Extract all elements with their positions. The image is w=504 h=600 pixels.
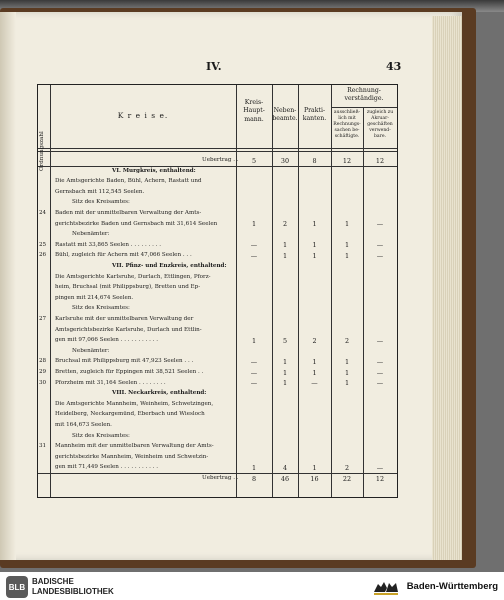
row-value: — — [250, 241, 258, 250]
row-value: 2 — [282, 220, 288, 229]
row-value: 1 — [344, 241, 350, 250]
kreise-header: K r e i s e. — [117, 111, 169, 120]
row-value: — — [250, 368, 258, 377]
blb-name: BADISCHE LANDESBIBLIOTHEK — [32, 577, 114, 596]
row-value: 4 — [282, 463, 288, 472]
row-value: 2 — [344, 463, 350, 472]
page-gutter — [0, 12, 16, 560]
col-rule — [272, 85, 273, 497]
row-value: 2 — [312, 336, 317, 345]
page-edges — [432, 16, 462, 560]
row-value: — — [250, 379, 258, 388]
row-value: 5 — [251, 156, 257, 165]
row-number: 30 — [39, 379, 47, 386]
row-value: 1 — [282, 368, 288, 377]
row-value: 8 — [312, 156, 317, 165]
row-text: Die Amtsgerichte Baden, Bühl, Achern, Rastatt und — [55, 178, 202, 185]
col-rule — [50, 85, 51, 497]
row-text: Sitz des Kreisamtes: — [72, 432, 130, 439]
row-text: Mannheim mit der unmittelbaren Verwaltung der Amts- — [55, 443, 214, 450]
row-value: — — [311, 379, 318, 388]
row-text: Pforzheim mit 31,164 Seelen . . . . . . . . — [55, 379, 166, 386]
row-text: Nebenämter: — [72, 347, 110, 354]
row-value: 12 — [375, 156, 385, 165]
row-value: — — [376, 368, 384, 377]
row-text: VI. Murgkreis, enthaltend: — [112, 167, 196, 174]
prakti-header: Prakti- kanten. — [302, 107, 327, 123]
row-value: 12 — [375, 474, 385, 483]
ausschl-header: ausschließ- lich mit Rechnungs- sachen be- schäftigte. — [333, 110, 361, 139]
row-value: 1 — [312, 368, 317, 377]
row-text: Rastatt mit 33,865 Seelen . . . . . . . . . — [55, 241, 162, 248]
bw-name: Baden-Württemberg — [406, 581, 498, 592]
section-heading: IV. — [206, 60, 222, 73]
row-value: 5 — [282, 336, 288, 345]
row-text: Nebenämter: — [72, 231, 110, 238]
row-value: 12 — [342, 156, 352, 165]
row-text: Die Amtsgerichte Mannheim, Weinheim, Schwetzingen, — [55, 400, 214, 407]
row-number: 31 — [39, 443, 47, 450]
row-value: 1 — [282, 251, 288, 260]
row-value: 1 — [344, 379, 350, 388]
row-value: 1 — [282, 241, 288, 250]
row-value: 8 — [251, 474, 257, 483]
row-value: 30 — [280, 156, 290, 165]
row-value: 1 — [344, 251, 350, 260]
kreishaupt-header: Kreis- Haupt- mann. — [243, 99, 265, 123]
row-number: 27 — [39, 316, 47, 322]
row-value: — — [376, 241, 384, 250]
row-text: Amtsgerichtsbezirke Karlsruhe, Durlach und Ettlin- — [55, 326, 202, 333]
row-value: — — [376, 379, 384, 388]
row-value: 2 — [344, 336, 350, 345]
row-text: Sitz des Kreisamtes: — [72, 305, 130, 312]
zugleich-header: zugleich zu Akruar- geschäften verwend- bare. — [366, 110, 394, 139]
neben-header: Neben- beamte. — [272, 107, 298, 123]
row-text: pingen mit 214,674 Seelen. — [55, 294, 134, 301]
row-text: Die Amtsgerichte Karlsruhe, Durlach, Ettlingen, Pforz- — [55, 273, 211, 280]
row-text: Bühl, zugleich für Achern mit 47,066 Seelen . . . — [55, 252, 192, 259]
ordnungszahl-header: Ordnungszahl — [39, 131, 45, 171]
row-value: 1 — [312, 463, 317, 472]
row-text: Uebertrag . . — [202, 475, 239, 481]
row-value: — — [250, 357, 258, 366]
col-rule — [236, 85, 237, 497]
row-value: 1 — [251, 220, 257, 229]
row-text: Bretten, zugleich für Eppingen mit 38,521 Seelen . . — [55, 369, 204, 375]
row-number: 26 — [39, 252, 47, 259]
row-value: 46 — [280, 474, 290, 483]
footer-bar — [0, 572, 504, 600]
row-text: Baden mit der unmittelbaren Verwaltung der Amts- — [55, 210, 202, 216]
row-value: — — [376, 251, 384, 260]
row-value: 1 — [251, 336, 257, 345]
row-text: Sitz des Kreisamtes: — [72, 199, 130, 206]
row-value: — — [376, 220, 384, 229]
row-value: 1 — [282, 357, 288, 366]
row-value: 1 — [251, 463, 257, 472]
row-number: 29 — [39, 369, 47, 375]
row-value: 1 — [282, 379, 288, 388]
staff-table — [37, 84, 398, 498]
header-rule — [331, 107, 397, 108]
row-value: 16 — [310, 474, 319, 483]
row-number: 28 — [39, 358, 47, 365]
row-text: Uebertrag . . — [202, 157, 239, 163]
row-value: 1 — [344, 220, 350, 229]
row-value: 1 — [344, 368, 350, 377]
row-value: 1 — [312, 241, 317, 250]
rechnung-header: Rechnung- verständige. — [344, 87, 384, 103]
row-value: — — [376, 357, 384, 366]
header-rule — [38, 151, 397, 152]
page-number: 43 — [386, 60, 402, 73]
row-text: gerichtsbezirke Mannheim, Weinheim und Schwetzin- — [55, 453, 209, 460]
row-value: 1 — [312, 251, 317, 260]
row-text: Heidelberg, Neckargemünd, Eberbach und Wiesloch — [55, 411, 205, 418]
row-value: 1 — [312, 220, 317, 229]
row-text: VII. Pfinz- und Enzkreis, enthaltend: — [112, 263, 227, 269]
row-text: gen mit 71,449 Seelen . . . . . . . . . . . — [55, 464, 159, 471]
row-value: — — [376, 336, 384, 345]
row-text: Bruchsal mit Philippsburg mit 47,923 Seelen . . . — [55, 358, 194, 365]
row-text: VIII. Neckarkreis, enthaltend: — [112, 390, 207, 397]
row-text: Gernsbach mit 112,545 Seelen. — [55, 188, 145, 195]
col-rule — [331, 85, 332, 497]
row-rule — [38, 473, 397, 474]
row-text: Karlsruhe mit der unmittelbaren Verwaltung der — [55, 316, 194, 322]
row-text: gerichtsbezirke Baden und Gernsbach mit 31,614 Seelen — [55, 220, 218, 227]
row-value: 22 — [342, 474, 352, 483]
row-number: 24 — [39, 210, 47, 216]
row-text: gen mit 97,066 Seelen . . . . . . . . . . . — [55, 337, 159, 344]
row-number: 25 — [39, 241, 47, 248]
row-value: — — [376, 463, 384, 472]
col-rule — [298, 85, 299, 497]
row-value: 1 — [312, 357, 317, 366]
row-text: mit 164,673 Seelen. — [55, 422, 112, 428]
row-text: heim, Bruchsal (mit Philippsburg), Bretten und Ep- — [55, 284, 201, 291]
blb-logo: BLB — [6, 576, 28, 598]
row-value: 1 — [344, 357, 350, 366]
header-rule — [38, 148, 397, 149]
bw-lions-icon — [372, 578, 400, 596]
row-rule — [38, 166, 397, 167]
row-value: — — [250, 251, 258, 260]
